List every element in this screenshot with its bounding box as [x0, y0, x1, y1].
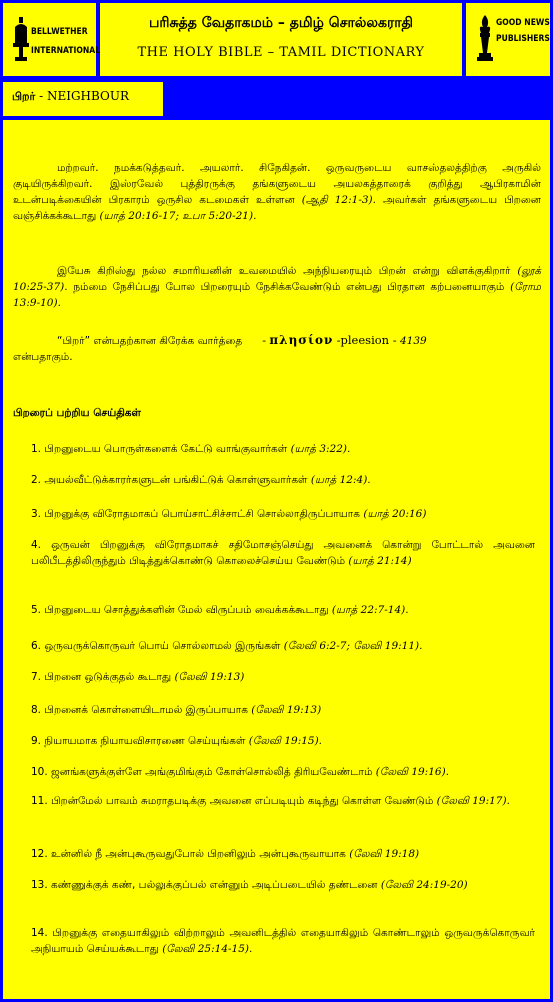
bellwether-logo — [3, 3, 101, 76]
item-reference: (லேவி 24:19-20) — [380, 879, 468, 891]
list-item — [31, 764, 535, 780]
item-number: 10. — [31, 766, 48, 778]
item-number: 1. — [31, 443, 42, 455]
item-number: 3. — [31, 508, 42, 520]
p1-text-2: அவர்கள் தங்களுடைய பிறனை வஞ்சிக்கக்கூடாது — [13, 194, 541, 222]
item-reference: (யாத் 21:14) — [348, 555, 412, 567]
entry-word-english: NEIGHBOUR — [46, 89, 130, 103]
item-text: பிறனுக்கு விரோதமாகப் பொய்சாட்சிச்சாட்சி சொல்லாதிருப்பாயாக — [44, 508, 360, 520]
list-item — [31, 669, 535, 685]
item-reference: (லேவி 19:16). — [375, 766, 450, 778]
bell-emblem-icon — [13, 17, 29, 61]
item-text: ஒருவருக்கொருவர் பொய் சொல்லாமல் இருங்கள் — [44, 640, 281, 652]
list-item — [31, 733, 535, 749]
item-text: கண்ணுக்குக் கண், பல்லுக்குப்பல் என்னும் அடிப்படையில் தண்டனை — [51, 879, 378, 891]
item-number: 13. — [31, 879, 48, 891]
item-reference: (யாத் 12:4). — [310, 474, 371, 486]
item-number: 12. — [31, 848, 48, 860]
item-text: நியாயமாக நியாயவிசாரணை செய்யுங்கள் — [44, 735, 246, 747]
entry-content — [3, 120, 550, 999]
entry-heading — [12, 89, 129, 105]
definition-paragraph-2 — [13, 263, 541, 311]
list-item — [31, 846, 535, 862]
p2-reference-2: (ரோம 13:9-10). — [13, 281, 542, 309]
definition-paragraph-3: “பிறர்” என்பதற்கான கிரேக்க வார்த்தை - πλησίον -pleesion - 4139 என்பதாகும். — [13, 333, 427, 363]
item-text: பிறனுக்கு எதையாகிலும் விற்றாலும் அவனிடத்தில் எதையாகிலும் கொண்டாலும் ஒருவருக்கொருவர் அநியாயம் செய்யக்கூடாது — [31, 927, 535, 955]
item-number: 11. — [31, 795, 48, 807]
right-logo-text: GOOD NEWS PUBLISHERS — [496, 18, 550, 44]
list-item — [31, 506, 535, 522]
list-item — [31, 877, 535, 893]
item-reference: (லேவி 19:18) — [349, 848, 420, 860]
left-logo-text: BELLWETHER INTERNATIONAL — [31, 27, 101, 56]
p3-text: “பிறர்” என்பதற்கான கிரேக்க வார்த்தை — [57, 335, 243, 347]
p2-text: இயேசு கிறிஸ்து நல்ல சமாரியனின் உவமையில் அந்நியரையும் பிறன் என்று விளக்குகிறார் — [57, 265, 511, 277]
title-english: THE HOLY BIBLE – TAMIL DICTIONARY — [137, 45, 425, 60]
list-item — [31, 925, 535, 957]
item-number: 4. — [31, 539, 42, 551]
item-number: 2. — [31, 474, 42, 486]
entry-separator: - — [35, 89, 47, 103]
item-reference: (யாத் 22:7-14). — [331, 604, 409, 616]
item-text: பிறன்மேல் பாவம் சுமராதபடிக்கு அவனை எப்படியும் கடிந்து கொள்ள வேண்டும் — [51, 795, 434, 807]
item-reference: (லேவி 19:15). — [248, 735, 323, 747]
definition-paragraph-1 — [13, 160, 541, 224]
entry-word-tamil: பிறர் — [12, 90, 36, 103]
item-text: ஒருவன் பிறனுக்கு விரோதமாகச் சதிமோசஞ்செய்து அவனைக் கொன்று போட்டால் அவனை பலிபீடத்திலிருந்தும் பிடித்துக்கொண்டு கொலைச்செய்ய வேண்டும் — [31, 539, 535, 567]
p3-tail: என்பதாகும். — [13, 351, 73, 363]
item-reference: (லேவி 19:13) — [251, 704, 322, 716]
item-text: உன்னில் நீ அன்புகூருவதுபோல் பிறனிலும் அன்புகூருவாயாக — [51, 848, 346, 860]
p1-reference-2: (யாத் 20:16-17; உபா 5:20-21). — [99, 210, 257, 222]
item-text: ஜனங்களுக்குள்ளே அங்குமிங்கும் கோள்சொல்லித் திரியவேண்டாம் — [51, 766, 373, 778]
p2-text-2: நம்மை நேசிப்பது போல பிறரையும் நேசிக்கவேண்டும் என்பது பிரதான கற்பனையாகும் — [67, 281, 505, 293]
item-reference: (லேவி 6:2-7; லேவி 19:11). — [283, 640, 423, 652]
greek-transliteration: -pleesion - — [336, 333, 397, 347]
item-reference: (யாத் 3:22). — [290, 443, 351, 455]
list-item — [31, 602, 535, 618]
p1-reference: (ஆதி 12:1-3). — [301, 194, 376, 206]
item-number: 9. — [31, 735, 42, 747]
item-reference: (லேவி 19:13) — [174, 671, 245, 683]
list-item — [31, 537, 535, 569]
item-text: பிறனைக் கொள்ளையிடாமல் இருப்பாயாக — [44, 704, 248, 716]
item-reference: (லேவி 25:14-15). — [162, 943, 253, 955]
item-text: பிறனை ஒடுக்குதல் கூடாது — [44, 671, 172, 683]
item-text: அயல்வீட்டுக்காரர்களுடன் பங்கிட்டுக் கொள்ளுவார்கள் — [44, 474, 308, 486]
p1-text: மற்றவர். நமக்கடுத்தவர். அயலார். சிநேகிதன். ஒருவருடைய வாசஸ்தலத்திற்கு அருகில் குடியிருக்கிறவர். இஸ்ரவேல் புத்திரருக்கு தங்களுடைய அயலகத்தாரைக் குறித்து ஆபிரகாமின் உடன்படிக்கையின் பிரகாரம் ஒருசில கடமைகள் உள்ளன — [13, 162, 541, 206]
item-number: 7. — [31, 671, 42, 683]
item-number: 5. — [31, 604, 42, 616]
strongs-number: 4139 — [399, 335, 427, 347]
item-text: பிறனுடைய சொத்துக்களின் மேல் விருப்பம் வைக்கக்கூடாது — [44, 604, 329, 616]
item-number: 8. — [31, 704, 42, 716]
list-item — [31, 702, 535, 718]
list-item — [31, 793, 535, 809]
section-title: பிறரைப் பற்றிய செய்திகள் — [13, 407, 141, 419]
list-item — [31, 638, 535, 654]
p2-reference: (லூக் 10:25-37). — [13, 265, 541, 293]
item-reference: (யாத் 20:16) — [363, 508, 427, 520]
item-number: 14. — [31, 927, 48, 939]
item-reference: (லேவி 19:17). — [436, 795, 510, 807]
title-tamil: பரிசுத்த வேதாகமம் – தமிழ் சொல்லகராதி — [149, 15, 413, 31]
list-item — [31, 472, 535, 488]
item-text: பிறனுடைய பொருள்களைக் கேட்டு வாங்குவார்கள் — [44, 443, 288, 455]
dictionary-title-box — [100, 3, 462, 76]
list-item — [31, 441, 535, 457]
torch-emblem-icon — [476, 15, 494, 61]
item-number: 6. — [31, 640, 42, 652]
entry-heading-box — [3, 82, 163, 116]
greek-word: πλησίον — [269, 333, 334, 347]
good-news-logo — [466, 3, 550, 76]
